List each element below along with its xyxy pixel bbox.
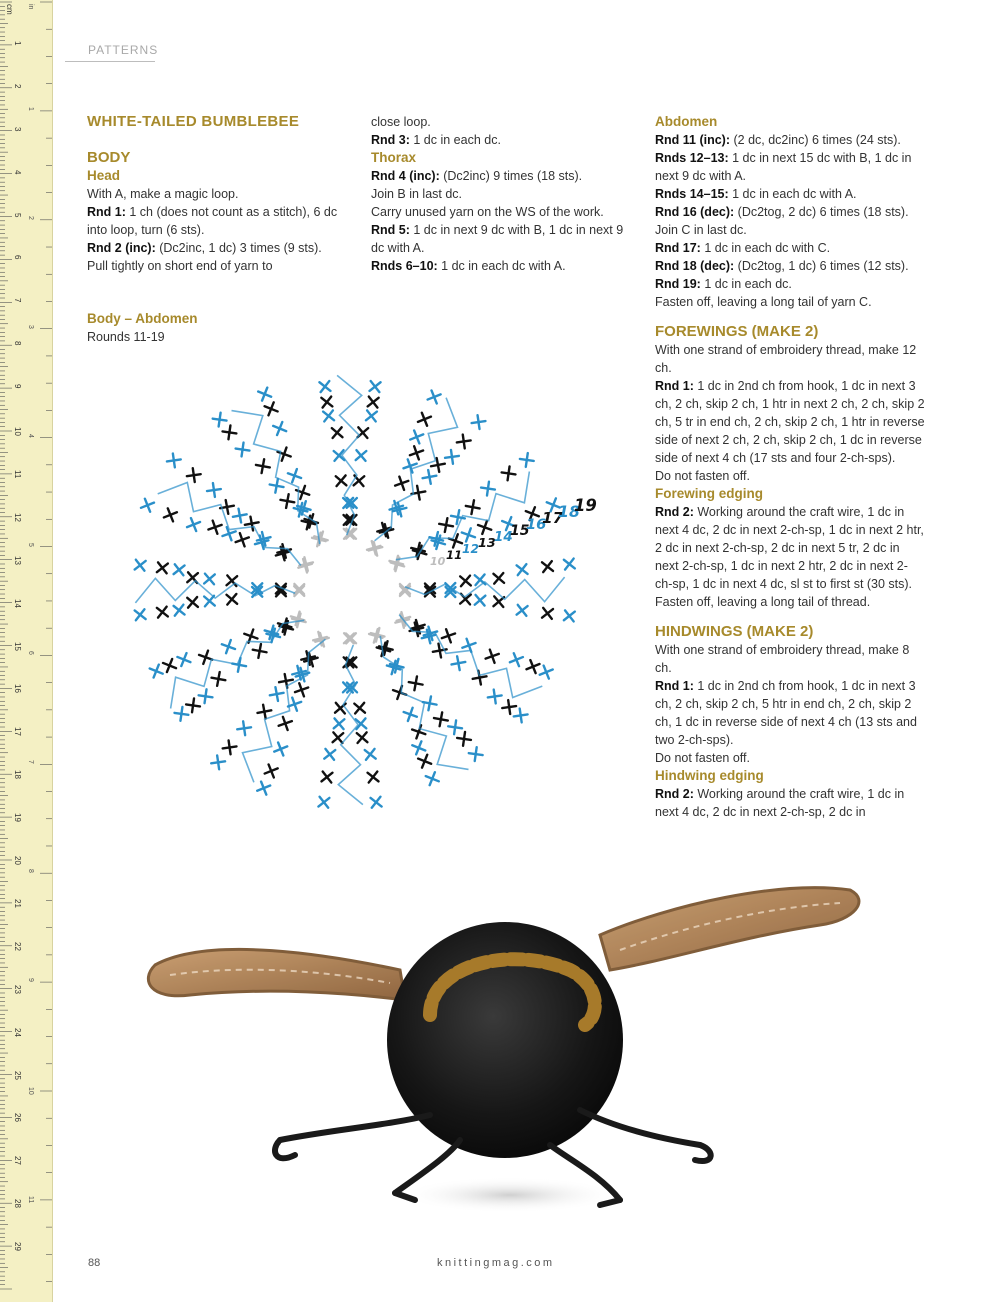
instruction-line [655,239,925,257]
dc-stitch-symbol [366,792,386,812]
dc-stitch-symbol [269,686,285,702]
dc-stitch-symbol [423,770,441,788]
ruler-cm-mark: 22 [13,941,22,951]
dc-stitch-symbol [341,628,361,648]
dc-stitch-symbol [329,446,349,466]
round-label: Rnd 1: [655,379,694,393]
ruler-cm-mark: 7 [13,298,22,303]
instruction-text: With one strand of embroidery thread, make 8 ch. [655,643,910,675]
round-label: Rnd 3: [371,133,410,147]
dc-stitch-symbol [450,509,466,525]
instruction-line [655,149,925,185]
round-number-label: 16 [526,516,547,533]
dc-stitch-symbol [421,469,437,485]
dc-stitch-symbol [262,762,280,780]
ruler-inch-label: in [27,4,34,10]
dc-stitch-symbol [430,457,446,473]
round-number-label: 19 [574,496,597,515]
right-wing [600,888,859,970]
dc-stitch-symbol [166,453,182,469]
dc-stitch-symbol [232,507,248,523]
round-number-label: 15 [510,523,530,539]
ruler-inch-mark: 5 [27,542,34,547]
instruction-text: 1 dc in each dc with A. [728,187,857,201]
forewing-edging-heading: Forewing edging [655,486,763,501]
instruction-text: 1 dc in each dc. [700,277,792,291]
ruler-cm-mark: 14 [13,598,22,608]
ruler-cm-mark: 27 [13,1156,22,1166]
dc-stitch-symbol [438,517,454,533]
column-1 [87,113,342,275]
instruction-text: Fasten off, leaving a long tail of thread. [655,595,871,609]
instruction-line [655,641,925,677]
dc-stitch-symbol [360,745,380,765]
dc-stitch-symbol [339,628,359,648]
dc-stitch-symbol [342,678,362,698]
dc-stitch-symbol [513,708,529,724]
dc-stitch-symbol [363,767,383,787]
ruler-cm-mark: 3 [13,126,22,132]
dc-stitch-symbol [483,647,501,665]
dc-stitch-symbol [349,471,369,491]
dc-stitch-symbol [262,400,280,418]
instruction-line [371,221,633,257]
dc-stitch-symbol [147,662,165,680]
dc-stitch-symbol [537,663,555,681]
dc-stitch-symbol [471,669,487,685]
forewings-instructions [655,341,925,485]
ruler-inch-mark: 1 [27,106,34,111]
dc-stitch-symbol [507,651,525,669]
dc-stitch-symbol [444,449,460,465]
round-label: Rnd 18 (dec): [655,259,735,273]
dc-stitch-symbol [501,699,517,715]
dc-stitch-symbol [319,406,339,426]
dc-stitch-symbol [222,589,242,609]
round-label: Rnd 11 (inc): [655,133,731,147]
hindwing-edging-heading: Hindwing edging [655,768,764,783]
instruction-text: (Dc2inc, 1 dc) 3 times (9 sts). Pull tightly on short end of yarn to [87,241,322,273]
dc-stitch-symbol [456,571,476,591]
dc-stitch-symbol [331,471,351,491]
dc-stitch-symbol [271,581,291,601]
dc-stitch-symbol [560,606,580,626]
dc-stitch-symbol [395,581,415,601]
dc-stitch-symbol [456,434,472,450]
round-label: Rnds 12–13: [655,151,729,165]
abdomen-heading: Abdomen [655,114,718,129]
dc-stitch-symbol [271,419,289,437]
dc-stitch-symbol [352,728,372,748]
dc-stitch-symbol [471,414,487,430]
dc-stitch-symbol [450,655,466,671]
ruler-cm-mark: 25 [13,1070,22,1080]
instruction-line [371,257,633,275]
dc-stitch-symbol [410,723,428,741]
dc-stitch-symbol [433,711,449,727]
dc-stitch-symbol [206,518,224,536]
dc-stitch-symbol [315,377,335,397]
dc-stitch-symbol [130,605,150,625]
instruction-text: (Dc2tog, 2 dc) 6 times (18 sts). Join C in last dc. [655,205,909,237]
dc-stitch-symbol [222,424,238,440]
dc-stitch-symbol [447,719,463,735]
round-number-label: 13 [478,536,496,551]
dc-stitch-symbol [186,467,202,483]
ruler-cm-mark: 13 [13,555,22,565]
dc-stitch-symbol [440,627,458,645]
ruler-cm-mark: 19 [13,813,22,822]
dc-stitch-symbol [206,482,222,498]
petal-connector [375,398,458,541]
dc-stitch-symbol [272,740,290,758]
ruler-cm-mark: 2 [13,83,22,89]
dc-stitch-symbol [365,377,385,397]
dc-stitch-symbol [351,446,371,466]
column-2 [371,113,633,275]
instruction-line [655,203,925,239]
dc-stitch-symbol [233,531,251,549]
ruler-cm-mark: 21 [13,898,22,908]
instruction-line [655,593,925,611]
instruction-text: 1 ch (does not count as a stitch), 6 dc into loop, turn (6 sts). [87,205,338,237]
round-label: Rnd 1: [655,679,694,693]
ruler-cm-mark: 11 [13,469,22,479]
dc-stitch-symbol [271,579,291,599]
petal-connector [135,578,295,603]
ruler-cm-mark: 29 [13,1242,22,1251]
round-label: Rnd 2: [655,787,694,801]
instruction-line [655,293,925,311]
round-number-label: 14 [494,530,513,545]
dc-stitch-symbol [538,604,558,624]
round-label: Rnd 1: [87,205,126,219]
round-label: Rnd 17: [655,241,701,255]
instruction-line [371,185,633,203]
dc-stitch-symbol [175,650,193,668]
dc-stitch-symbol [200,569,220,589]
dc-stitch-symbol [169,600,189,620]
dc-stitch-symbol [210,754,226,770]
dc-stitch-symbol [391,683,409,701]
ruler-cm-mark: 23 [13,984,22,994]
ruler-unit-label: cm [5,4,14,15]
ruler-cm-mark: 24 [13,1027,22,1037]
ruler-inch-mark: 6 [27,651,34,656]
bumblebee-photo [130,875,870,1225]
thorax-instructions [371,167,633,275]
instruction-line [371,167,633,185]
dc-stitch-symbol [153,602,173,622]
instruction-line [655,677,925,749]
instruction-line [655,341,925,377]
ruler-cm-mark: 17 [13,727,22,737]
photo-shadow [400,1177,620,1213]
round-label: Rnd 2: [655,505,694,519]
dc-stitch-symbol [410,739,428,757]
instruction-text: 1 dc in each dc with C. [700,241,831,255]
dc-stitch-symbol [320,745,340,765]
dc-stitch-symbol [314,792,334,812]
chart-heading: Body – Abdomen [87,311,198,326]
abdomen-crochet-chart [80,325,640,865]
ruler-inch-mark: 7 [27,760,34,765]
ruler-cm-mark: 6 [13,255,22,260]
ruler-cm-mark: 28 [13,1199,22,1209]
dc-stitch-symbol [342,510,362,530]
instruction-text: With A, make a magic loop. [87,187,239,201]
instruction-text: Carry unused yarn on the WS of the work. [371,205,604,219]
instruction-text: Do not fasten off. [655,751,750,765]
dc-stitch-symbol [512,560,532,580]
ruler-inch-mark: 8 [27,869,34,874]
instruction-text: (Dc2inc) 9 times (18 sts). [439,169,583,183]
instruction-line [655,749,925,767]
instruction-line [655,503,925,593]
round-number-label: 10 [430,555,446,568]
instruction-line [371,113,633,131]
dc-stitch-symbol [327,423,347,443]
dc-stitch-symbol [255,779,273,797]
dc-stitch-symbol [251,643,267,659]
dc-stitch-symbol [183,593,203,613]
instruction-text: 1 dc in next 15 dc with B, 1 dc in next 9 dc with A. [655,151,912,183]
dc-stitch-symbol [501,465,517,481]
dc-stitch-symbol [341,524,361,544]
dc-stitch-symbol [393,474,411,492]
column-3 [655,113,925,821]
section-header: PATTERNS [88,43,159,57]
instruction-text: Working around the craft wire, 1 dc in next 4 dc, 2 dc in next 2-ch-sp, 1 dc in next 2 htr, 2 dc in next 2-ch-sp, 2 dc in next 5 tr, 2 dc in next 2-ch-sp, 1 dc in next 2 htr, 2 dc in next 2-ch-sp, 1 dc in next 4 dc, sl st to first st (30 sts). [655,505,924,591]
ruler-inch-mark: 2 [27,215,34,220]
dc-stitch-symbol [425,388,443,406]
ruler-cm-mark: 16 [13,684,22,694]
hindwing-edging-instructions [655,785,925,821]
dc-stitch-symbol [524,658,542,676]
head-instructions [87,185,342,275]
dc-stitch-symbol [408,428,426,446]
dc-stitch-symbol [351,714,371,734]
dc-stitch-symbol [350,698,370,718]
dc-stitch-symbol [169,560,189,580]
dc-stitch-symbol [416,752,434,770]
dc-stitch-symbol [197,648,215,666]
instruction-line [655,377,925,467]
dc-stitch-symbol [489,568,509,588]
thorax-heading: Thorax [371,150,417,165]
round-number-label: 17 [542,509,564,527]
ruler-cm-mark: 1 [13,40,22,46]
dc-stitch-symbol [339,524,359,544]
dc-stitch-symbol [210,671,226,687]
ruler-cm-mark: 5 [13,212,22,217]
dc-stitch-symbol [408,675,424,691]
dc-stitch-symbol [401,705,419,723]
instruction-line [371,131,633,149]
dc-stitch-symbol [408,444,426,462]
dc-stitch-symbol [362,406,382,426]
dc-stitch-symbol [470,590,490,610]
dc-stitch-symbol [222,571,242,591]
dc-stitch-symbol [519,452,535,468]
instruction-line [655,131,925,149]
dc-stitch-symbol [512,601,532,621]
hindwings-instructions [655,641,925,767]
dc-stitch-symbol [235,442,251,458]
dc-stitch-symbol [289,579,309,599]
instruction-text: close loop. [371,115,431,129]
dc-stitch-symbol [317,767,337,787]
petal-connector [243,639,326,782]
dc-stitch-symbol [219,638,237,656]
side-ruler [0,0,53,1302]
ruler-inch-mark: 11 [27,1195,34,1204]
instruction-line [87,185,342,203]
round-label: Rnd 5: [371,223,410,237]
dc-stitch-symbol [465,499,481,515]
dc-stitch-symbol [330,698,350,718]
dc-stitch-symbol [212,412,228,428]
ruler-inch-mark: 9 [27,978,34,982]
dc-stitch-symbol [468,746,484,762]
dc-stitch-symbol [342,652,362,672]
dc-stitch-symbol [255,458,271,474]
instruction-text: Fasten off, leaving a long tail of yarn C. [655,295,872,309]
ruler-cm-mark: 10 [13,427,22,436]
instruction-text: Working around the craft wire, 1 dc in next 4 dc, 2 dc in next 2-ch-sp, 2 dc in [655,787,905,819]
instruction-line [87,239,342,275]
dc-stitch-symbol [244,515,260,531]
instruction-line [655,275,925,293]
instruction-line [655,185,925,203]
page-number: 88 [88,1257,101,1269]
dc-stitch-symbol [430,534,447,551]
dc-stitch-symbol [160,656,178,674]
dc-stitch-symbol [222,739,238,755]
instruction-text: With one strand of embroidery thread, make 12 ch. [655,343,917,375]
ruler-cm-mark: 15 [13,641,22,651]
instruction-line [371,203,633,221]
left-wing [148,949,405,1000]
head-instructions-cont [371,113,633,149]
instruction-text: 1 dc in next 9 dc with B, 1 dc in next 9 dc with A. [371,223,624,255]
instruction-text: Join B in last dc. [371,187,463,201]
dc-stitch-symbol [487,689,503,705]
ruler-inch-mark: 3 [27,324,34,329]
ruler-cm-mark: 8 [13,341,22,346]
round-label: Rnd 2 (inc): [87,241,156,255]
dc-stitch-symbol [153,558,173,578]
ruler-inch-mark: 4 [27,433,34,438]
ruler-cm-mark: 20 [13,856,22,865]
dc-stitch-symbol [317,392,337,412]
hindwings-heading: HINDWINGS (MAKE 2) [655,623,814,640]
instruction-line [655,467,925,485]
ruler-cm-mark: 26 [13,1113,22,1123]
ruler-cm-mark: 4 [13,169,22,175]
instruction-text: 1 dc in 2nd ch from hook, 1 dc in next 3 ch, 2 ch, skip 2 ch, 1 htr in next 2 ch, 2 ch, skip 2 ch, 5 tr in end ch, 2 ch, skip 2 ch, 1 htr in reverse side of next 2 ch, 2 ch, skip 2 ch, 1 dc in reverse side of next 4 ch (17 sts and four 2-ch-sps). [655,379,925,465]
round-label: Rnd 16 (dec): [655,205,735,219]
dc-stitch-symbol [174,706,190,722]
instruction-text: Do not fasten off. [655,469,750,483]
dc-stitch-symbol [432,642,448,658]
dc-stitch-symbol [363,392,383,412]
dc-stitch-symbol [276,714,294,732]
round-label: Rnd 19: [655,277,701,291]
dc-stitch-symbol [415,410,433,428]
ruler-cm-mark: 12 [13,512,22,522]
dc-stitch-symbol [198,688,214,704]
dc-stitch-symbol [339,510,359,530]
round-number-label: 12 [462,542,479,556]
ruler-cm-mark: 18 [13,770,22,780]
forewing-edging-instructions [655,503,925,611]
dc-stitch-symbol [476,518,494,536]
dc-stitch-symbol [275,445,293,463]
instruction-text: 1 dc in 2nd ch from hook, 1 dc in next 3 ch, 2 ch, skip 2 ch, 5 htr in end ch, 2 ch, skip 2 ch, 1 dc in reverse side of next 4 ch (13 sts and two 2-ch-sps). [655,679,917,747]
dc-stitch-symbol [236,720,252,736]
dc-stitch-symbol [130,555,150,575]
round-label: Rnd 4 (inc): [371,169,440,183]
dc-stitch-symbol [184,515,202,533]
dc-stitch-symbol [329,714,349,734]
instruction-text: 1 dc in each dc. [409,133,501,147]
dc-stitch-symbol [560,554,580,574]
dc-stitch-symbol [480,481,496,497]
dc-stitch-symbol [470,570,490,590]
round-label: Rnds 14–15: [655,187,729,201]
ruler-cm-mark: 9 [13,384,22,389]
round-label: Rnds 6–10: [371,259,438,273]
footer-url: knittingmag.com [437,1257,555,1269]
abdomen-instructions [655,131,925,311]
dc-stitch-symbol [185,697,201,713]
body-heading: BODY [87,149,131,166]
ruler-inch-mark: 10 [27,1087,34,1095]
pattern-title: WHITE-TAILED BUMBLEBEE [87,113,300,130]
dc-stitch-symbol [256,385,274,403]
instruction-line [87,203,342,239]
dc-stitch-symbol [161,506,179,524]
dc-stitch-symbol [293,681,311,699]
dc-stitch-symbol [279,493,295,509]
round-number-label: 18 [558,502,580,521]
forewings-heading: FOREWINGS (MAKE 2) [655,323,819,340]
dc-stitch-symbol [289,581,309,601]
dc-stitch-symbol [328,728,348,748]
ruler-ticks [0,0,52,1302]
instruction-text: (2 dc, dc2inc) 6 times (24 sts). [730,133,901,147]
instruction-line [655,257,925,275]
chart-subheading: Rounds 11-19 [87,330,165,344]
instruction-text: 1 dc in each dc with A. [437,259,566,273]
dc-stitch-symbol [138,496,156,514]
instruction-text: (Dc2tog, 1 dc) 6 times (12 sts). [734,259,909,273]
dc-stitch-symbol [538,557,558,577]
round-number-label: 11 [446,548,463,562]
header-divider [65,61,155,62]
instruction-line [655,785,925,821]
dc-stitch-symbol [456,731,472,747]
head-heading: Head [87,168,121,183]
